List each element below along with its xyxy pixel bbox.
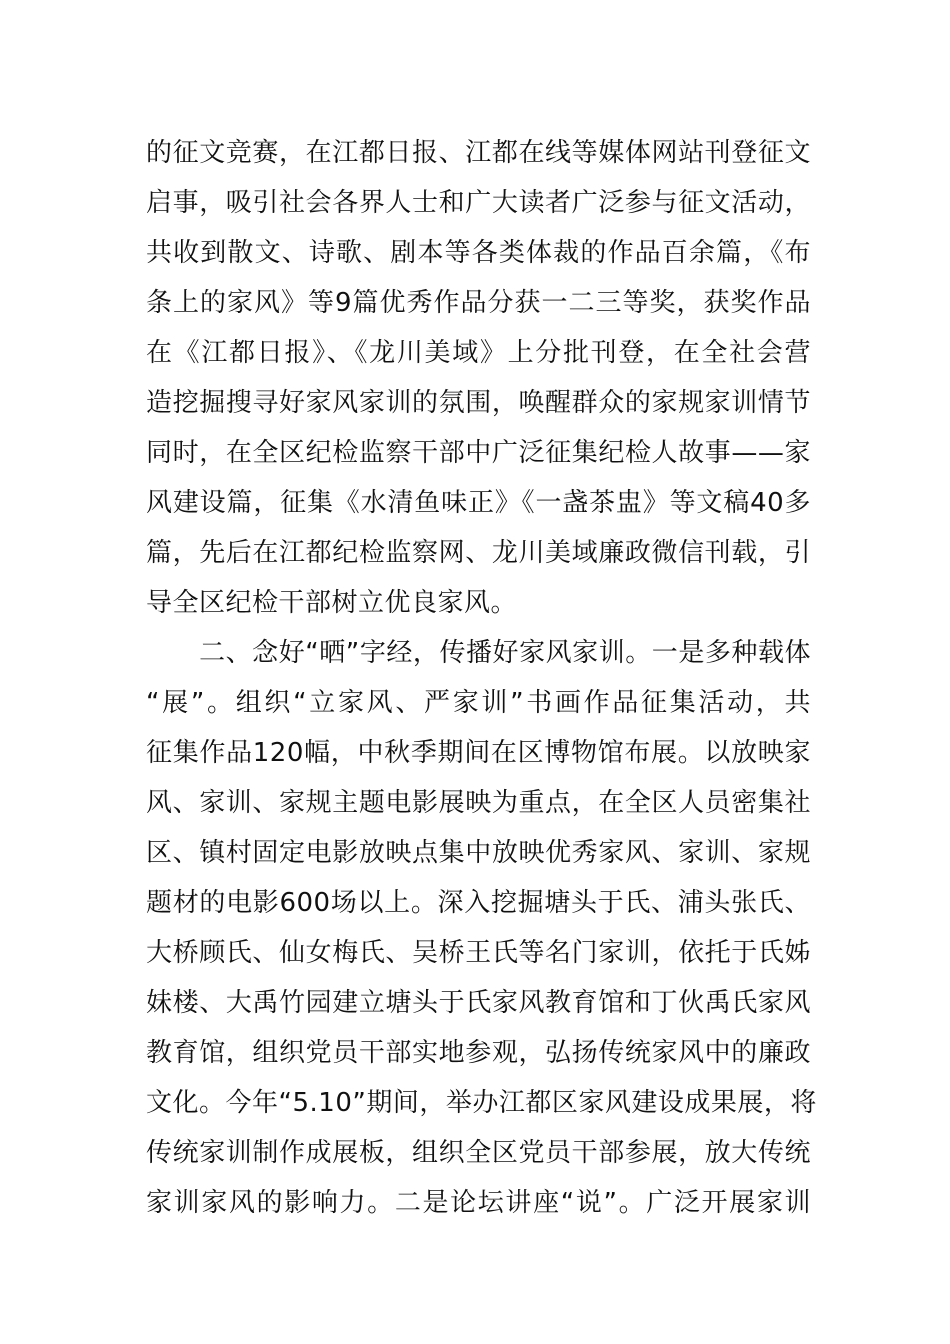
text-line-19: 教育馆，组织党员干部实地参观，弘扬传统家风中的廉政 (146, 1038, 811, 1068)
text-line-13: 征集作品120幅，中秋季期间在区博物馆布展。以放映家 (146, 738, 811, 768)
text-line-7: 同时，在全区纪检监察干部中广泛征集纪检人故事——家 (146, 438, 811, 468)
text-line-3: 共收到散文、诗歌、剧本等各类体裁的作品百余篇，《布 (146, 238, 811, 268)
text-line-5: 在《江都日报》、《龙川美域》上分批刊登，在全社会营 (146, 338, 811, 368)
body-text (146, 128, 817, 1228)
text-line-17: 大桥顾氏、仙女梅氏、吴桥王氏等名门家训，依托于氏姊 (146, 938, 811, 968)
text-line-2: 启事，吸引社会各界人士和广大读者广泛参与征文活动， (146, 188, 811, 218)
text-line-12: “展”。组织“立家风、严家训”书画作品征集活动，共 (146, 688, 811, 718)
text-line-15: 区、镇村固定电影放映点集中放映优秀家风、家训、家规 (146, 838, 811, 868)
text-line-6: 造挖掘搜寻好家风家训的氛围，唤醒群众的家规家训情节 (146, 388, 811, 418)
text-line-21: 传统家训制作成展板，组织全区党员干部参展，放大传统 (146, 1138, 811, 1168)
text-line-8: 风建设篇，征集《水清鱼味正》《一盏茶盅》等文稿40多 (146, 488, 811, 518)
text-line-11: 二、念好“晒”字经，传播好家风家训。一是多种载体 (146, 638, 811, 668)
text-line-1: 的征文竞赛，在江都日报、江都在线等媒体网站刊登征文 (146, 138, 811, 168)
text-line-20: 文化。今年“5.10”期间，举办江都区家风建设成果展，将 (146, 1088, 817, 1118)
text-line-14: 风、家训、家规主题电影展映为重点，在全区人员密集社 (146, 788, 811, 818)
text-line-10: 导全区纪检干部树立优良家风。 (146, 588, 518, 618)
text-line-4: 条上的家风》等9篇优秀作品分获一二三等奖，获奖作品 (146, 288, 811, 318)
text-line-18: 妹楼、大禹竹园建立塘头于氏家风教育馆和丁伙禹氏家风 (146, 988, 811, 1018)
text-line-9: 篇，先后在江都纪检监察网、龙川美域廉政微信刊载，引 (146, 538, 811, 568)
text-line-22: 家训家风的影响力。二是论坛讲座“说”。广泛开展家训 (146, 1188, 811, 1218)
text-line-16: 题材的电影600场以上。深入挖掘塘头于氏、浦头张氏、 (146, 888, 811, 918)
